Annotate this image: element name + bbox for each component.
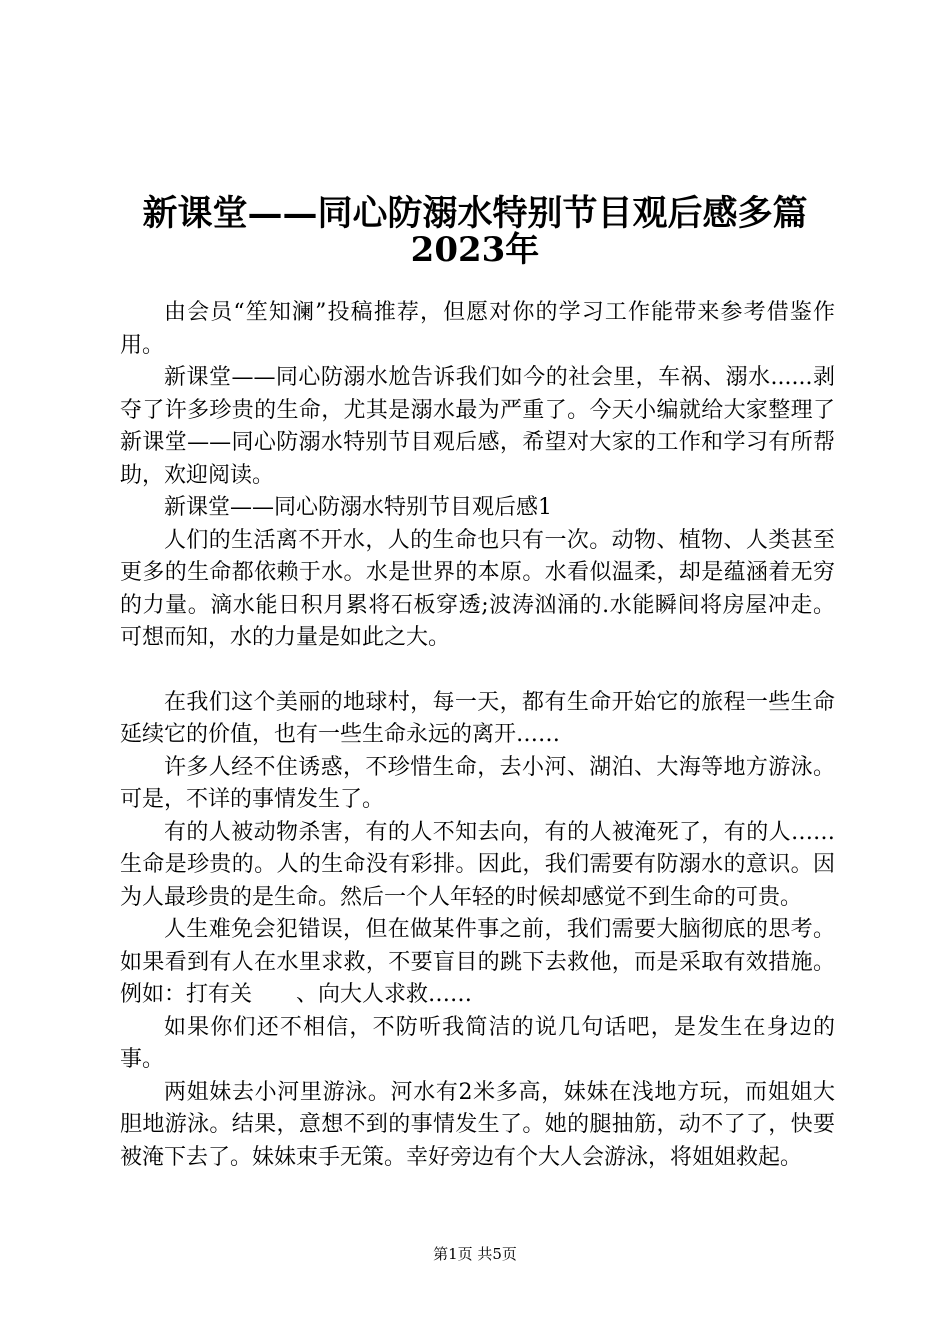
section-heading: 新课堂——同心防溺水特别节目观后感1 bbox=[164, 495, 552, 520]
paragraph: 人生难免会犯错误，但在做某件事之前，我们需要大脑彻底的思考。如果看到有人在水里求救，不要盲目的跳下去救他，而是采取有效措施。例如：打有关 、向大人求救…… bbox=[120, 917, 835, 1007]
paragraph: 两姐妹去小河里游泳。河水有2米多高，妹妹在浅地方玩，而姐姐大胆地游泳。结果，意想不到的事情发生了。她的腿抽筋，动不了了，快要被淹下去了。妹妹束手无策。幸好旁边有个大人会游泳，将姐姐救起。 bbox=[120, 1079, 835, 1170]
paragraph: 许多人经不住诱惑，不珍惜生命，去小河、湖泊、大海等地方游泳。可是，不详的事情发生了。 bbox=[120, 754, 835, 812]
paragraph: 人们的生活离不开水，人的生命也只有一次。动物、植物、人类甚至更多的生命都依赖于水。水是世界的本原。水看似温柔，却是蕴涵着无穷的力量。滴水能日积月累将石板穿透;波涛汹涌的.水能瞬间将房屋冲走。可想而知，水的力量是如此之大。 bbox=[120, 527, 835, 650]
paragraph: 在我们这个美丽的地球村，每一天，都有生命开始它的旅程一些生命延续它的价值，也有一些生命永远的离开…… bbox=[120, 689, 835, 747]
paragraph: 有的人被动物杀害，有的人不知去向，有的人被淹死了，有的人……生命是珍贵的。人的生命没有彩排。因此，我们需要有防溺水的意识。因为人最珍贵的是生命。然后一个人年轻的时候却感觉不到生命的可贵。 bbox=[120, 819, 835, 910]
document-title-line-2: 2023年 bbox=[410, 230, 540, 270]
page-number-footer: 第1页 共5页 bbox=[433, 1245, 517, 1263]
paragraph-summary: 新课堂——同心防溺水尬告诉我们如今的社会里，车祸、溺水......剥夺了许多珍贵的生命，尤其是溺水最为严重了。今天小编就给大家整理了新课堂——同心防溺水特别节目观后感，希望对大家的工作和学习有所帮助，欢迎阅读。 bbox=[120, 365, 835, 488]
document-title-line-1: 新课堂——同心防溺水特别节目观后感多篇 bbox=[142, 193, 808, 234]
paragraph-intro: 由会员“笙知澜”投稿推荐，但愿对你的学习工作能带来参考借鉴作用。 bbox=[120, 300, 835, 358]
paragraph: 如果你们还不相信，不防听我简洁的说几句话吧，是发生在身边的事。 bbox=[120, 1014, 835, 1072]
document-body bbox=[120, 297, 835, 1174]
